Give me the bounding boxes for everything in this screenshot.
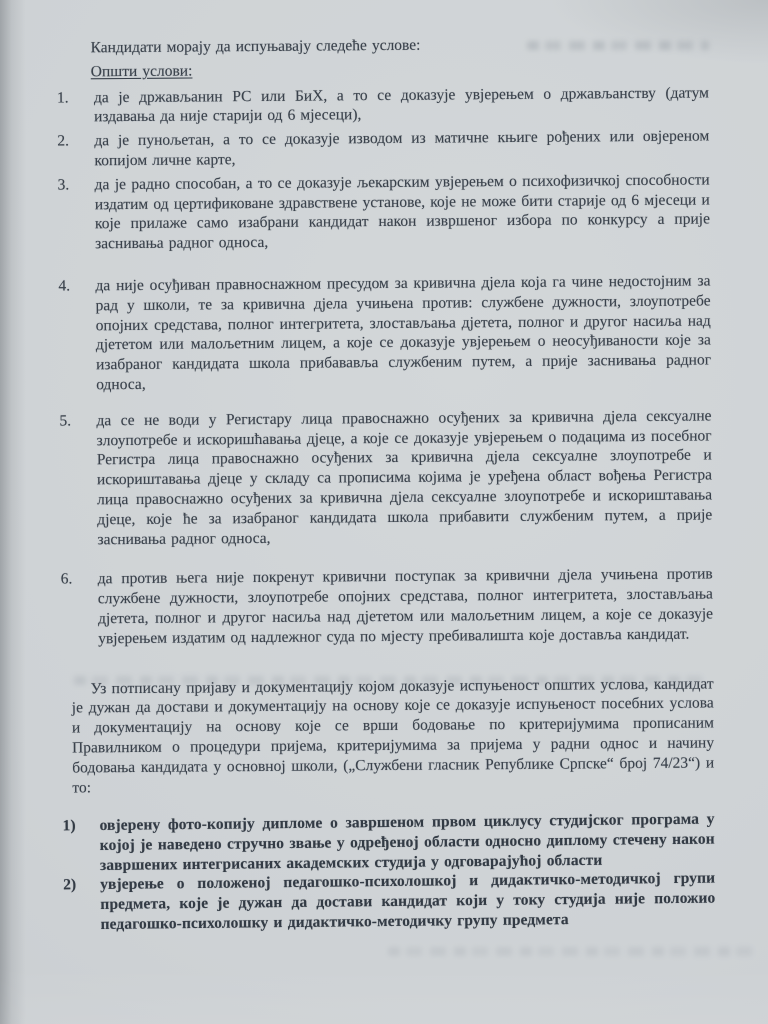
list-text: да против њега није покренут кривични поступак за кривични дјела учињена против службене дужности, злоупотребе опојних средстава, полног интегритета, злостављања дјетета, полног и другог насиља над дјететом или малољетним лицем, а које се доказује увјерењем издатим од надлежног суда по мјесту пребивалишта које доставља кандидат. (97, 565, 714, 647)
list-item (55, 271, 711, 395)
submission-paragraph: Уз потписану пријаву и документацију којом доказује испуњеност општих услова, кандидат је дужан да достави и документацију на основу које се доказује испуњеност посебних услова и документацију на основу које се врши бодовање по критеријумима прописаним Правилником о процедури пријема, критеријумима за пријема у радни однос и начину бодовања кандидата у основној школи, („Службени гласник Републике Српске“ број 74/23“) и то: (71, 674, 715, 796)
general-conditions-heading: Општи услови: (90, 62, 193, 81)
list-item (60, 869, 716, 935)
list-text: да није осуђиван правноснажном пресудом за кривична дјела која га чине недостојним за рад у школи, те за кривична дјела учињена против: службене дужности, злоупотребе опојних средстава, полног интегритета, злостављања дјетета, полног и другог насиља над дјететом или малољетним лицем, а које се доказује увјерењем о неосуђиваности које за изабраног кандидата школа прибававља службеним путем, а прије заснивања радног односа, (95, 272, 712, 394)
list-marker: 4. (58, 277, 71, 295)
list-marker: 2. (57, 132, 69, 150)
list-marker: 2) (63, 876, 77, 895)
list-item (55, 170, 711, 254)
list-item (54, 127, 709, 172)
list-marker: 1. (56, 89, 69, 107)
list-item (54, 83, 709, 128)
list-marker: 3. (57, 176, 70, 194)
list-item (56, 406, 712, 550)
list-marker: 6. (60, 570, 73, 588)
list-text: да је радно способан, а то се доказује љекарским увјерењем о психофизичкој способности издатим од цертификоване здравствене установе, које не може бити старије од 6 мјесеци и које прилаже само изабрани кандидат након извршеног избора по конкурсу а прије заснивања радног односа, (94, 171, 710, 253)
list-text: да је држављанин РС или БиХ, а то се доказује увјерењем о држављанству (датум издавања да није старији од 6 мјесеци), (93, 84, 710, 126)
list-text: да је пунољетан, а то се доказује изводом из матичне књиге рођених или овјереном копијом личне карте, (94, 127, 710, 170)
list-marker: 5. (59, 412, 72, 430)
list-text: да се не води у Регистару лица правоснажно осуђених за кривична дјела сексуалне злоупотребе и искоришћавања дјеце, а које се доказује увјерењем о подацима из посебног Регистра лица правоснажно осуђених за кривична дјела сексуалне злоупотребе и искориштавања дјеце у складу са прописима којима је уређена област вођења Регистра лица правоснажно осуђених за кривична дјела сексуалне злоупотребе и искориштавања дјеце, које ће за изабраног кандидата школа прибавити службеним путем, а прије заснивања радног односа, (96, 407, 713, 548)
list-item (59, 810, 715, 876)
required-documents-list (59, 810, 715, 936)
general-conditions-list (54, 83, 713, 649)
list-text: увјерење о положеној педагошко-психолошкој и дидактичко-методичкој групи предмета, које је дужан да достави кандидат који у току студија није положио педагошко-психолошку и дидактичко-методичку групу предмета (100, 870, 716, 934)
bottom-shading (0, 964, 768, 1024)
list-item (58, 565, 714, 649)
list-text: овјерену фото-копију дипломе о завршеном првом циклусу студијског програма у којој је наведено стручно звање у одређеној области односно диплому стечену након завршених интегрисаних академских студија у одговарајућој области (99, 810, 715, 874)
bleed-through-artifact (388, 947, 756, 956)
document-body (53, 33, 715, 934)
list-marker: 1) (62, 817, 76, 835)
page-edge-shadow (0, 0, 26, 1024)
intro-line: Кандидати морају да испуњавају следеће услове: (90, 36, 421, 57)
